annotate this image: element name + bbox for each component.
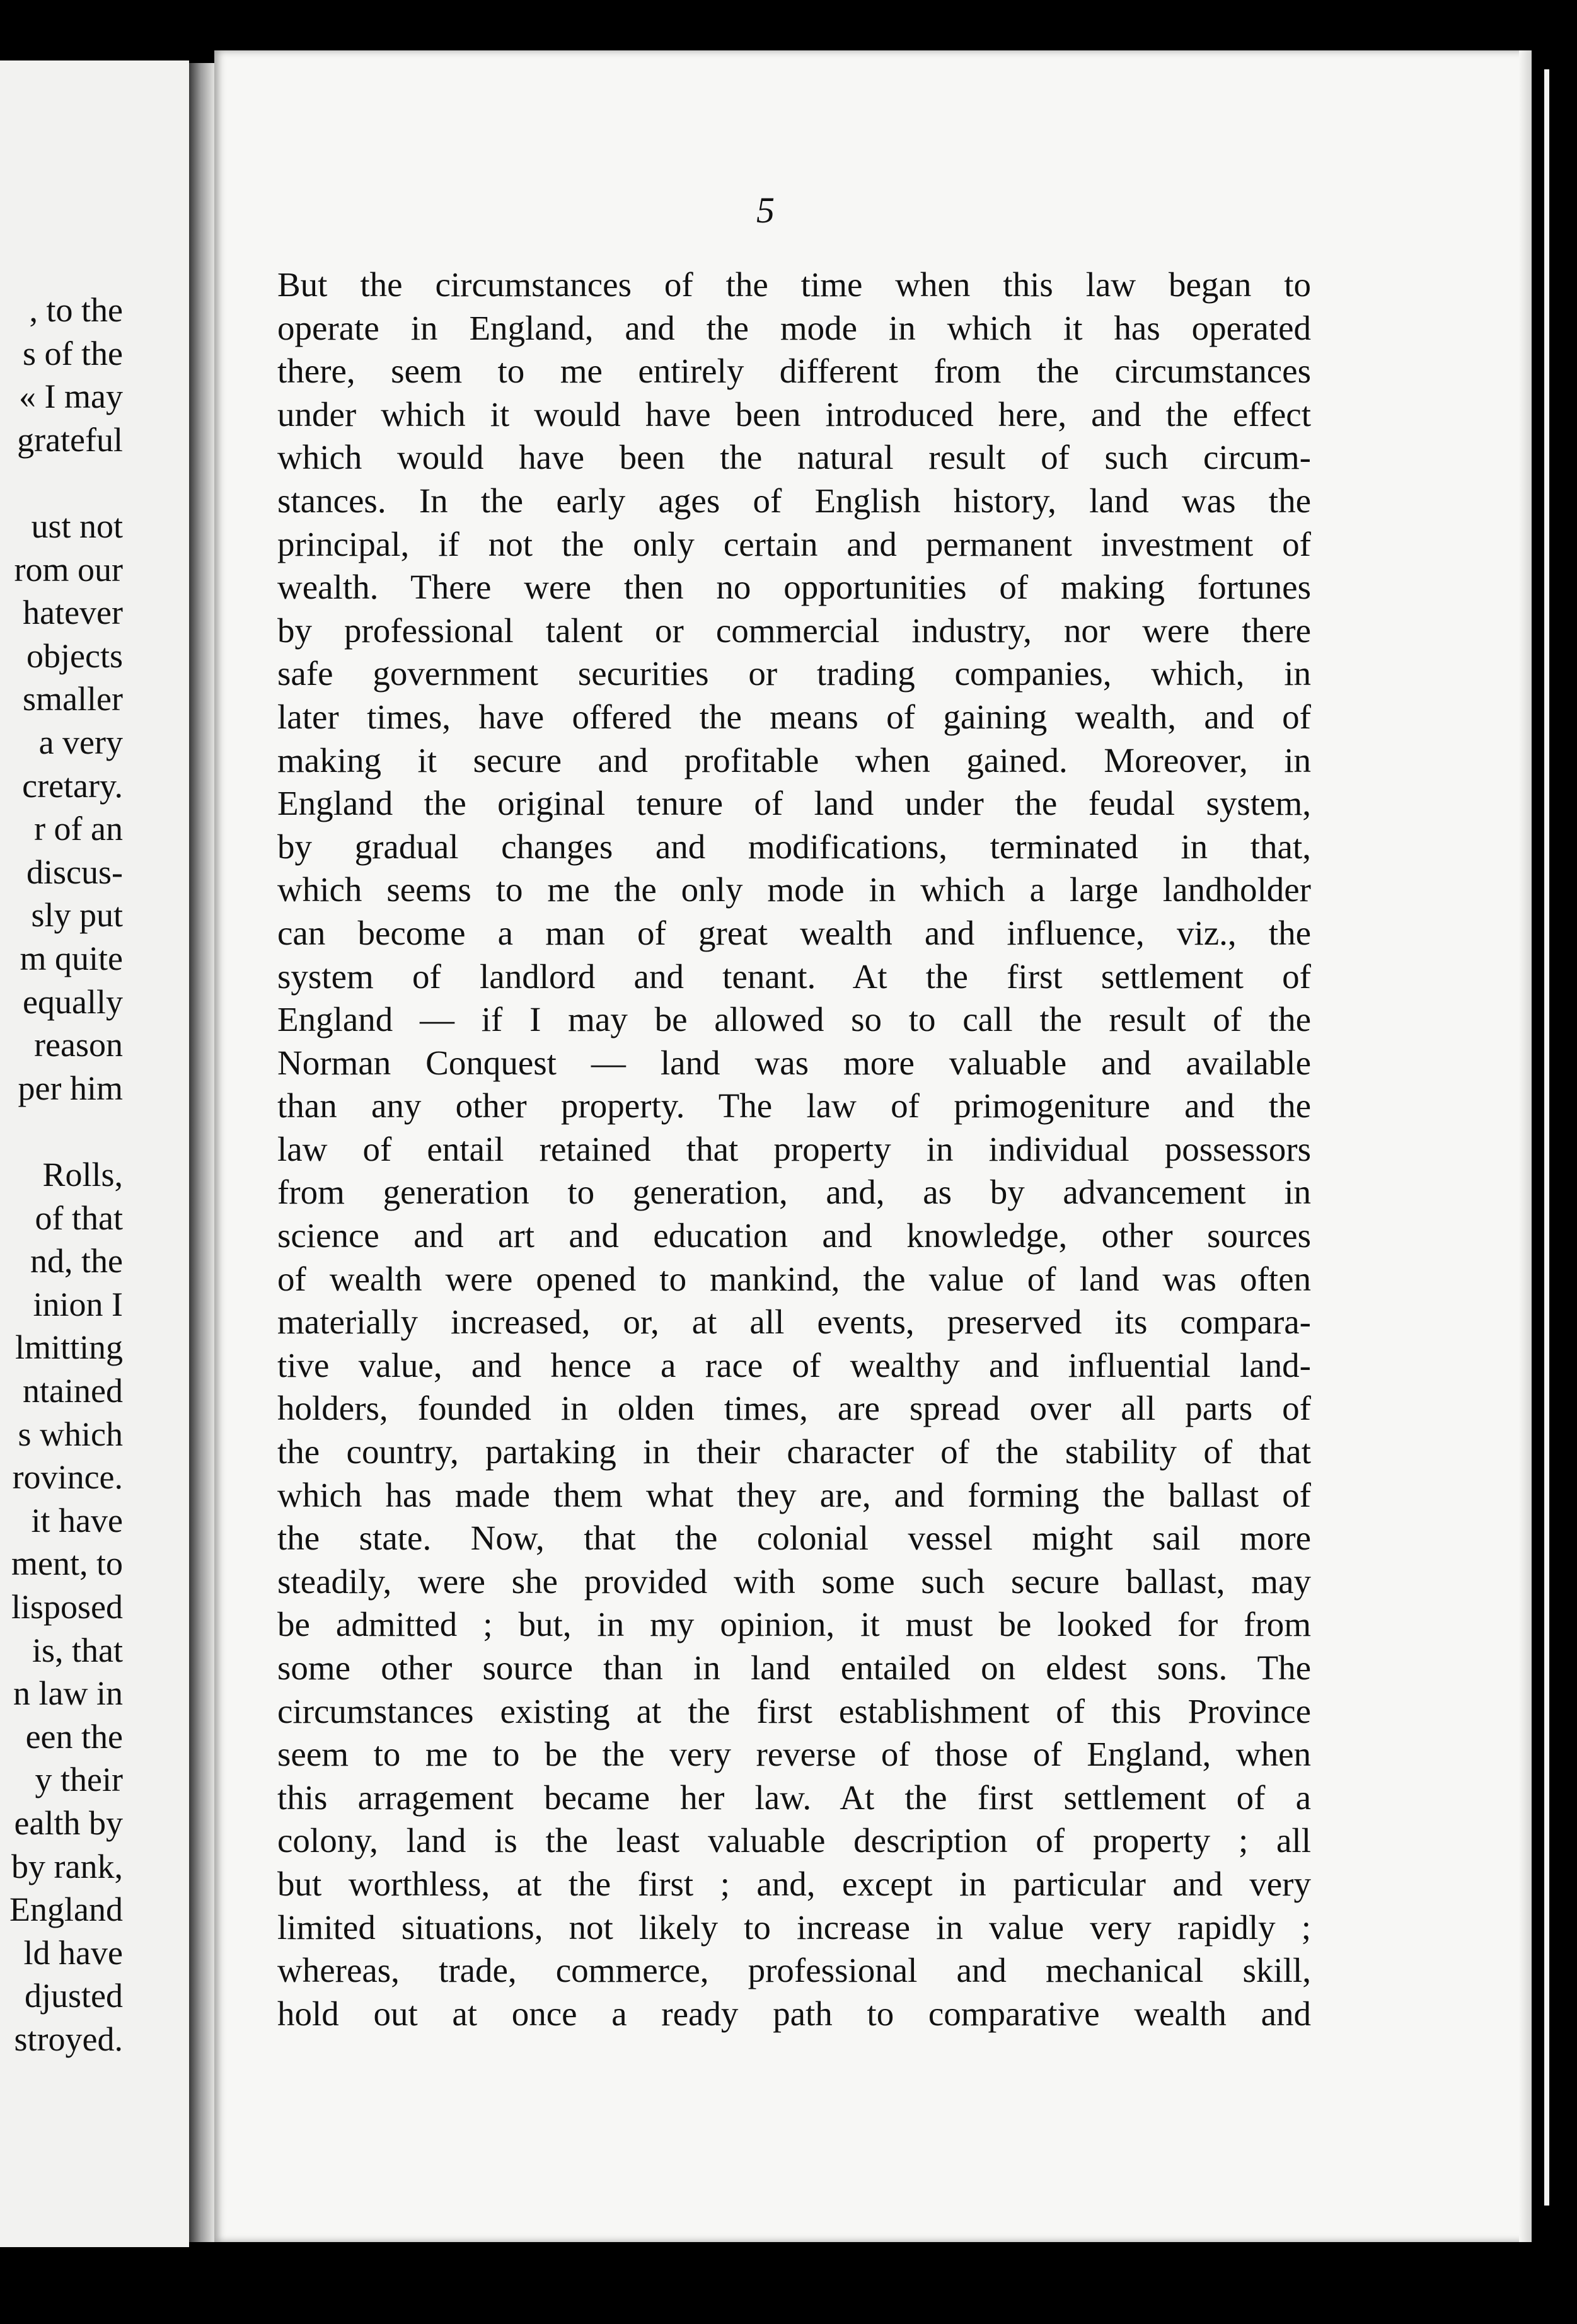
left-page-line: cretary. (22, 766, 123, 805)
left-page-line: inion I (33, 1285, 123, 1323)
page-edge (1519, 50, 1532, 2242)
left-page-line: r of an (34, 810, 123, 848)
text-line: Norman Conquest — land was more valuable and available (277, 1043, 1311, 1082)
text-line: be admitted ; but, in my opinion, it must be looked for from (277, 1605, 1311, 1644)
left-page-line: a very (38, 723, 123, 761)
left-page-line: rom our (14, 550, 123, 589)
text-line: which would have been the natural result of such circum- (277, 438, 1311, 477)
text-line: by gradual changes and modifications, terminated in that, (277, 827, 1311, 866)
left-page-line: s which (18, 1415, 123, 1453)
left-page-line: smaller (23, 680, 123, 718)
left-page-line: lmitting (14, 1328, 123, 1367)
text-line: from generation to generation, and, as by advancement in (277, 1173, 1311, 1212)
left-page-line: of that (35, 1199, 123, 1237)
left-page-line: « I may (19, 377, 123, 416)
text-line: England the original tenure of land under the feudal system, (277, 784, 1311, 823)
scan-border-bottom (189, 2242, 1577, 2324)
text-line: steadily, were she provided with some such secure ballast, may (277, 1562, 1311, 1601)
text-line: later times, have offered the means of gaining wealth, and of (277, 697, 1311, 736)
scan-border-right (1532, 0, 1577, 2324)
left-page-line: grateful (17, 420, 123, 459)
left-page-line: ld have (23, 1933, 123, 1972)
text-line: making it secure and profitable when gained. Moreover, in (277, 740, 1311, 779)
text-line: operate in England, and the mode in which it has operated (277, 308, 1311, 347)
left-page-line: lisposed (11, 1588, 123, 1626)
text-line: principal, if not the only certain and permanent investment of (277, 524, 1311, 563)
left-page-line: hatever (23, 594, 123, 632)
text-line: by professional talent or commercial industry, nor were there (277, 611, 1311, 650)
text-line: safe government securities or trading companies, which, in (277, 654, 1311, 693)
text-line: holders, founded in olden times, are spread over all parts of (277, 1389, 1311, 1428)
text-line: which has made them what they are, and forming the ballast of (277, 1475, 1311, 1514)
text-line: there, seem to me entirely different from the circumstances (277, 352, 1311, 391)
left-page-line: is, that (32, 1631, 123, 1669)
left-page-line: ntained (23, 1372, 123, 1410)
left-page-line: , to the (29, 291, 123, 329)
left-page-line: ust not (31, 507, 123, 545)
left-page-line: England (9, 1890, 123, 1929)
text-line: stances. In the early ages of English history, land was the (277, 481, 1311, 520)
left-page-line: objects (26, 636, 123, 675)
left-page-line: by rank, (11, 1847, 123, 1885)
left-page-line: y their (35, 1761, 123, 1799)
left-page-line: rovince. (12, 1458, 123, 1497)
left-page-line: djusted (25, 1977, 123, 2015)
text-line: But the circumstances of the time when this law began to (277, 265, 1311, 304)
text-line: under which it would have been introduced here, and the effect (277, 394, 1311, 434)
text-line: circumstances existing at the first establishment of this Province (277, 1691, 1311, 1730)
text-line: hold out at once a ready path to comparative wealth and (277, 1994, 1311, 2033)
left-page-line: m quite (20, 940, 123, 977)
left-page-line: een the (25, 1717, 123, 1756)
text-line: whereas, trade, commerce, professional and mechanical skill, (277, 1951, 1311, 1990)
text-line: which seems to me the only mode in which a large landholder (277, 870, 1311, 909)
text-line: some other source than in land entailed on eldest sons. The (277, 1648, 1311, 1687)
page-edge-strip (1544, 69, 1549, 2206)
body-text (277, 263, 1311, 2035)
text-line: than any other property. The law of primogeniture and the (277, 1086, 1311, 1125)
left-page-line: n law in (13, 1674, 123, 1713)
text-line: system of landlord and tenant. At the first settlement of (277, 957, 1311, 996)
left-page-line: sly put (31, 896, 123, 935)
left-page-line: discus- (26, 853, 123, 891)
text-line: of wealth were opened to mankind, the value of land was often (277, 1259, 1311, 1298)
left-page-line: per him (18, 1069, 123, 1107)
text-line: this arragement became her law. At the first settlement of a (277, 1778, 1311, 1817)
left-page-line: Rolls, (42, 1156, 123, 1194)
left-page-line: equally (23, 982, 123, 1021)
text-line: the state. Now, that the colonial vessel might sail more (277, 1519, 1311, 1558)
text-line: science and art and education and knowledge, other sources (277, 1216, 1311, 1255)
left-page-line: ment, to (11, 1545, 123, 1583)
text-line: the country, partaking in their character of the stability of that (277, 1432, 1311, 1471)
text-line: England — if I may be allowed so to call the result of the (277, 1000, 1311, 1039)
text-line: tive value, and hence a race of wealthy and influential land- (277, 1345, 1311, 1384)
text-line: limited situations, not likely to increase in value very rapidly ; (277, 1907, 1311, 1947)
text-line: materially increased, or, at all events, preserved its compara- (277, 1303, 1311, 1342)
left-page-line: nd, the (30, 1242, 123, 1280)
left-page-line: it have (31, 1501, 123, 1539)
text-line: can become a man of great wealth and influence, viz., the (277, 913, 1311, 952)
left-page-line: s of the (23, 334, 123, 372)
text-line: but worthless, at the first ; and, except in particular and very (277, 1864, 1311, 1903)
left-page (0, 60, 189, 2247)
left-page-line: reason (34, 1026, 123, 1064)
page-number: 5 (756, 190, 775, 231)
left-page-line: ealth by (14, 1804, 123, 1842)
text-line: seem to me to be the very reverse of those of England, when (277, 1735, 1311, 1774)
text-line: wealth. There were then no opportunities of making fortunes (277, 568, 1311, 607)
text-line: law of entail retained that property in individual possessors (277, 1129, 1311, 1168)
text-line: colony, land is the least valuable description of property ; all (277, 1821, 1311, 1860)
left-page-line: stroyed. (14, 2020, 123, 2058)
